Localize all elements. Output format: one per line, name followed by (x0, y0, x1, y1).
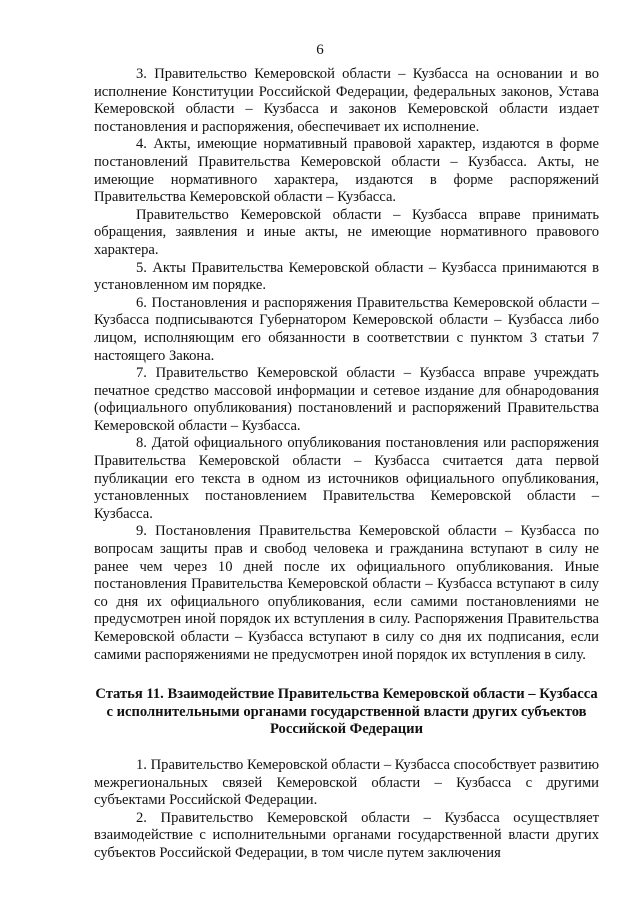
article-11-paragraph-2: 2. Правительство Кемеровской области – Кузбасса осуществляет взаимодействие с исполнительными органами государственной власти других субъектов Российской Федерации, в том числе путем заключения (94, 809, 599, 861)
paragraph-9: 9. Постановления Правительства Кемеровской области – Кузбасса по вопросам защиты прав и свобод человека и гражданина вступают в силу не ранее чем через 10 дней после их официального опубликования. Иные постановления Правительства Кемеровской области – Кузбасса вступают в силу со дня их официального опубликования, если самими постановлениями не предусмотрен иной порядок их вступления в силу. Распоряжения Правительства Кемеровской области – Кузбасса вступают в силу со дня их подписания, если самими распоряжениями не предусмотрен иной порядок их вступления в силу. (94, 523, 599, 663)
paragraph-3: 3. Правительство Кемеровской области – Кузбасса на основании и во исполнение Конституции Российской Федерации, федеральных законов, Устава Кемеровской области – Кузбасса и законов Кемеровской области издает постановления и распоряжения, обеспечивает их исполнение. (94, 66, 599, 135)
article-11-heading: Статья 11. Взаимодействие Правительства Кемеровской области – Кузбасса с исполнительными органами государственной власти других субъектов Российской Федерации (95, 686, 598, 738)
paragraph-7: 7. Правительство Кемеровской области – Кузбасса вправе учреждать печатное средство массовой информации и сетевое издание для обнародования (официального опубликования) постановлений и распоряжений Правительства Кемеровской области – Кузбасса. (94, 365, 599, 434)
article-11-paragraph-1: 1. Правительство Кемеровской области – Кузбасса способствует развитию межрегиональных связей Кемеровской области – Кузбасса с другими субъектами Российской Федерации. (94, 756, 599, 809)
paragraph-4-continued: Правительство Кемеровской области – Кузбасса вправе принимать обращения, заявления и иные акты, не имеющие нормативного правового характера. (94, 206, 599, 258)
paragraph-4: 4. Акты, имеющие нормативный правовой характер, издаются в форме постановлений Правительства Кемеровской области – Кузбасса. Акты, не имеющие нормативного характера, издаются в форме распоряжений Правительства Кемеровской области – Кузбасса. (94, 136, 599, 206)
paragraph-8: 8. Датой официального опубликования постановления или распоряжения Правительства Кемеровской области – Кузбасса считается дата первой публикации его текста в одном из источников официального опубликования, установленных постановлением Правительства Кемеровской области – Кузбасса. (94, 435, 599, 522)
paragraph-6: 6. Постановления и распоряжения Правительства Кемеровской области – Кузбасса подписываются Губернатором Кемеровской области – Кузбасса либо лицом, исполняющим его обязанности в соответствии с пунктом 3 статьи 7 настоящего Закона. (94, 294, 599, 364)
paragraph-5: 5. Акты Правительства Кемеровской области – Кузбасса принимаются в установленном им порядке. (94, 259, 599, 294)
page-number: 6 (316, 42, 324, 58)
document-body (94, 66, 599, 863)
